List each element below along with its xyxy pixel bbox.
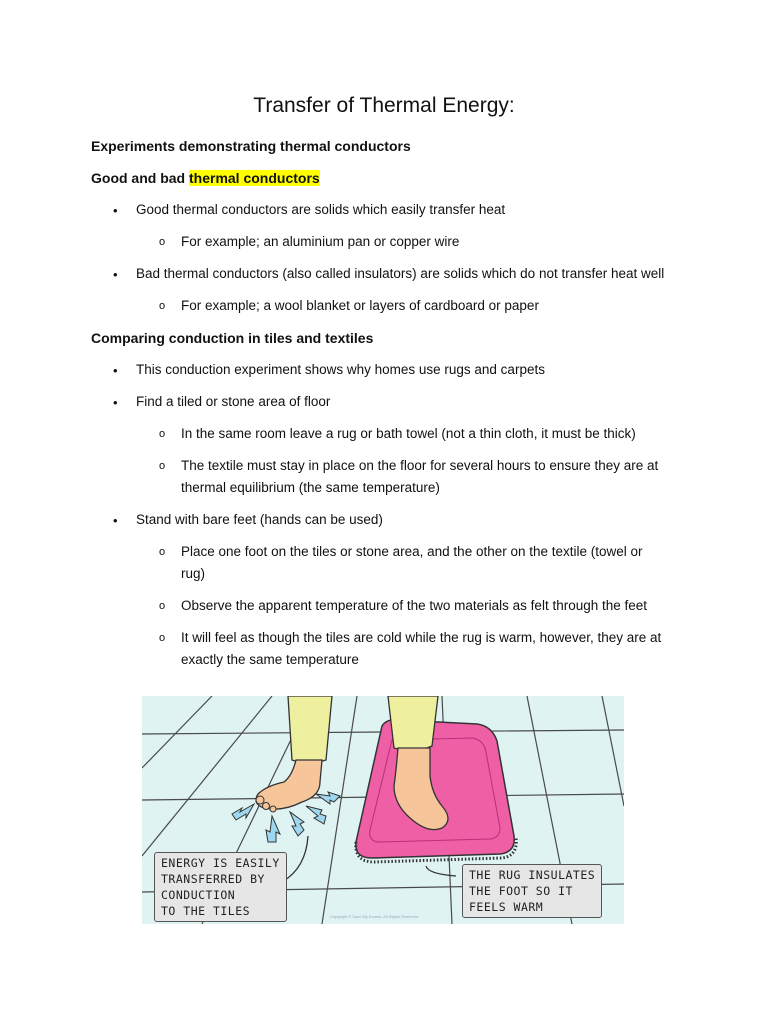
callout-line: TO THE TILES bbox=[161, 904, 251, 918]
callout-line: FEELS WARM bbox=[469, 900, 544, 914]
callout-conduction bbox=[154, 852, 287, 922]
heading-plain-text: Good and bad bbox=[91, 170, 189, 186]
bullet-bare-feet: Stand with bare feet (hands can be used) bbox=[136, 512, 383, 527]
bullet-marker: • bbox=[113, 513, 118, 528]
section-heading-good-bad bbox=[91, 170, 320, 186]
callout-line: THE RUG INSULATES bbox=[469, 868, 596, 882]
bullet-marker: • bbox=[113, 203, 118, 218]
sub-bullet-marker: o bbox=[159, 600, 166, 612]
bullet-good-conductors: Good thermal conductors are solids which easily transfer heat bbox=[136, 202, 506, 217]
sub-bullet-textile-stay-cont: thermal equilibrium (the same temperature) bbox=[181, 480, 440, 495]
sub-bullet-marker: o bbox=[159, 300, 166, 312]
sub-bullet-marker: o bbox=[159, 632, 166, 644]
sub-bullet-feel-cold-cont: exactly the same temperature bbox=[181, 652, 359, 667]
sub-bullet-place-foot-cont: rug) bbox=[181, 566, 206, 581]
section-heading-experiments: Experiments demonstrating thermal conductors bbox=[91, 138, 411, 154]
sub-bullet-feel-cold: It will feel as though the tiles are cold while the rug is warm, however, they are at bbox=[181, 630, 662, 645]
callout-line: THE FOOT SO IT bbox=[469, 884, 573, 898]
bullet-rugs-carpets: This conduction experiment shows why homes use rugs and carpets bbox=[136, 362, 545, 377]
bullet-bad-conductors: Bad thermal conductors (also called insulators) are solids which do not transfer heat well bbox=[136, 266, 665, 281]
callout-rug-insulates bbox=[462, 864, 602, 918]
sub-bullet-marker: o bbox=[159, 460, 166, 472]
bullet-marker: • bbox=[113, 395, 118, 410]
sub-bullet-good-example: For example; an aluminium pan or copper wire bbox=[181, 234, 460, 249]
sub-bullet-marker: o bbox=[159, 236, 166, 248]
bullet-find-floor: Find a tiled or stone area of floor bbox=[136, 394, 331, 409]
bullet-marker: • bbox=[113, 267, 118, 282]
callout-line: TRANSFERRED BY bbox=[161, 872, 265, 886]
section-heading-comparing: Comparing conduction in tiles and textiles bbox=[91, 330, 374, 346]
page-title: Transfer of Thermal Energy: bbox=[253, 94, 515, 117]
callout-line: ENERGY IS EASILY bbox=[161, 856, 280, 870]
conduction-illustration bbox=[142, 696, 624, 924]
copyright-text: Copyright © Save My Exams. All Rights Reserved bbox=[330, 914, 419, 919]
sub-bullet-textile-stay: The textile must stay in place on the floor for several hours to ensure they are at bbox=[181, 458, 659, 473]
sub-bullet-place-foot: Place one foot on the tiles or stone area, and the other on the textile (towel or bbox=[181, 544, 643, 559]
sub-bullet-marker: o bbox=[159, 428, 166, 440]
right-trouser-leg bbox=[388, 696, 438, 751]
sub-bullet-observe: Observe the apparent temperature of the two materials as felt through the feet bbox=[181, 598, 648, 613]
callout-line: CONDUCTION bbox=[161, 888, 236, 902]
sub-bullet-bad-example: For example; a wool blanket or layers of cardboard or paper bbox=[181, 298, 539, 313]
heading-highlight-text: thermal conductors bbox=[189, 170, 320, 186]
sub-bullet-marker: o bbox=[159, 546, 166, 558]
bullet-marker: • bbox=[113, 363, 118, 378]
left-trouser-leg bbox=[288, 696, 332, 763]
sub-bullet-leave-rug: In the same room leave a rug or bath towel (not a thin cloth, it must be thick) bbox=[181, 426, 636, 441]
